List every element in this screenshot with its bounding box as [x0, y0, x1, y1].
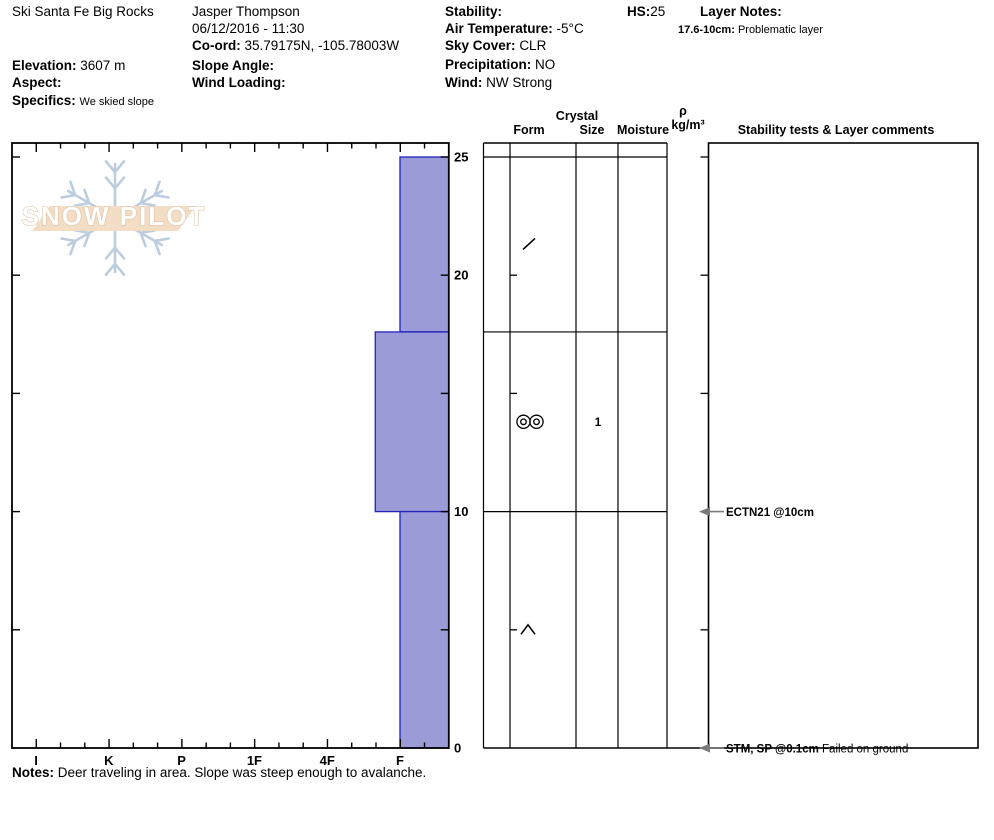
- layer-bar: [375, 332, 449, 512]
- specifics-label: Specifics:: [12, 93, 76, 108]
- sky-cover-label: Sky Cover:: [445, 38, 516, 53]
- wind-loading-row: [192, 75, 286, 90]
- column-header-stability-tests: Stability tests & Layer comments: [737, 123, 935, 137]
- aspect-label: Aspect:: [12, 75, 62, 90]
- svg-text:SNOW PILOT: SNOW PILOT: [21, 201, 207, 231]
- sky-cover-value: CLR: [519, 38, 547, 53]
- slope-angle-row: [192, 58, 274, 73]
- left-arrow-icon: [699, 744, 710, 753]
- column-header-crystal: Crystal: [555, 109, 599, 123]
- observer-name: Jasper Thompson: [192, 4, 300, 19]
- notes-text: Deer traveling in area. Slope was steep enough to avalanche.: [57, 765, 427, 780]
- layer-table-grid: [484, 143, 979, 748]
- column-header-size: Size: [579, 123, 605, 137]
- air-temp-row: [445, 21, 584, 36]
- layer-bar: [400, 157, 449, 332]
- column-header-moisture: Moisture: [616, 123, 670, 137]
- depth-axis-label: 25: [454, 149, 469, 165]
- column-header-density-symbol: ρ: [679, 104, 687, 118]
- hardness-axis-label: F: [396, 753, 404, 766]
- hardness-axis-label: 1F: [246, 753, 262, 766]
- elevation-row: [12, 58, 125, 73]
- layer-note-text: Problematic layer: [737, 24, 823, 36]
- hs-value: 25: [650, 4, 666, 19]
- hardness-axis-label: P: [177, 753, 186, 766]
- precip-value: NO: [535, 57, 556, 72]
- depth-axis-label: 20: [454, 267, 469, 283]
- pit-datetime: 06/12/2016 - 11:30: [192, 21, 305, 36]
- snowpilot-watermark: [22, 161, 207, 274]
- hardness-axis-label: K: [104, 753, 114, 766]
- wind-label: Wind:: [445, 75, 483, 90]
- specifics-value: We skied slope: [79, 96, 154, 108]
- hs-label: HS:: [627, 4, 651, 19]
- depth-axis-label: 0: [454, 740, 462, 756]
- depth-axis-label: 10: [454, 504, 469, 520]
- grain-size-value: 1: [594, 416, 602, 429]
- column-header-density-units: kg/m³: [671, 118, 705, 132]
- air-temp-value: -5°C: [556, 21, 584, 36]
- pit-title: Ski Santa Fe Big Rocks: [12, 4, 154, 19]
- layer-notes-label: Layer Notes:: [700, 4, 782, 19]
- elevation-label: Elevation:: [12, 58, 77, 73]
- hardness-axis-label: 4F: [319, 753, 335, 766]
- aspect-row: [12, 75, 62, 90]
- grain-symbol-MFcl: [517, 415, 543, 428]
- specifics-row: [12, 93, 154, 110]
- sky-cover-row: [445, 38, 546, 53]
- left-arrow-icon: [699, 507, 710, 516]
- coord-row: [192, 38, 399, 53]
- notes-row: [12, 765, 426, 780]
- precip-label: Precipitation:: [445, 57, 532, 72]
- grain-symbol-DH: [521, 625, 535, 635]
- wind-row: [445, 75, 552, 90]
- coord-label: Co-ord:: [192, 38, 241, 53]
- coord-value: 35.79175N, -105.78003W: [244, 38, 400, 53]
- stability-test-label: STM, SP @0.1cm Failed on ground: [726, 743, 909, 756]
- grain-symbol-DF: [523, 238, 535, 249]
- notes-label: Notes:: [12, 765, 55, 780]
- air-temp-label: Air Temperature:: [445, 21, 553, 36]
- stability-row: [445, 4, 502, 19]
- hs-row: [627, 4, 665, 19]
- layer-note-row: [678, 24, 823, 36]
- comments-box: [709, 143, 979, 748]
- layer-note-range: 17.6-10cm:: [678, 24, 735, 36]
- stability-test-annotation: [699, 744, 908, 756]
- wind-value: NW Strong: [486, 75, 553, 90]
- hardness-axis-label: I: [34, 753, 38, 766]
- stability-test-annotation: [699, 507, 814, 519]
- grain-form-symbols: [517, 238, 602, 634]
- snow-profile-chart: [0, 140, 994, 766]
- precip-row: [445, 57, 555, 72]
- wind-loading-label: Wind Loading:: [192, 75, 286, 90]
- stability-test-label: ECTN21 @10cm: [726, 507, 814, 520]
- column-header-form: Form: [513, 123, 545, 137]
- stability-label: Stability:: [445, 4, 503, 19]
- slope-angle-label: Slope Angle:: [192, 58, 275, 73]
- elevation-value: 3607 m: [80, 58, 126, 73]
